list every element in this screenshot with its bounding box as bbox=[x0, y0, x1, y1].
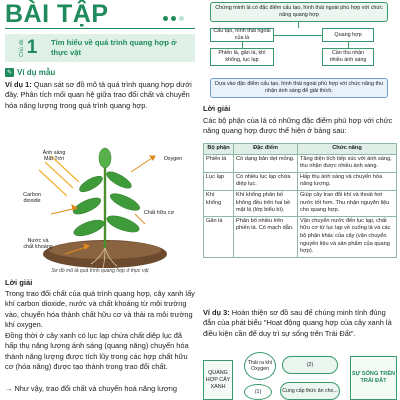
diagram-top-box: Chứng minh lá có đặc điểm cấu tạo, hình thái ngoài phù hợp với chức năng quang hợp bbox=[210, 2, 388, 22]
table-header-cell: Bộ phận bbox=[204, 144, 234, 155]
answer1-paragraph-3: → Như vậy, trao đổi chất và chuyển hoá năng lượng bbox=[5, 384, 177, 393]
example3-label: Ví dụ 3: bbox=[203, 308, 230, 317]
title-divider bbox=[5, 28, 195, 29]
figure-caption: Sơ đồ mô tả quá trình quang hợp ở thực vật bbox=[51, 268, 149, 274]
table-row bbox=[204, 216, 397, 257]
table-cell: Khí khổng phân bố không đều trên hai bề mặt lá (lớp biểu bì). bbox=[234, 190, 298, 216]
diagram-left-head: Cấu tạo, hình thái ngoài của lá bbox=[210, 28, 274, 42]
pen-icon: ✎ bbox=[6, 70, 13, 76]
leaves bbox=[71, 148, 142, 239]
cycle-photosynthesis-box: QUANG HỢP CÂY XANH bbox=[203, 360, 233, 400]
label-oxygen: Oxygen bbox=[163, 156, 183, 162]
example-heading bbox=[5, 68, 55, 77]
table-cell: Tăng diện tích tiếp xúc với ánh sáng, thu nhận được nhiều ánh sáng. bbox=[298, 154, 397, 172]
diagram-link-line bbox=[274, 35, 322, 36]
table-header-cell: Chức năng bbox=[298, 144, 397, 155]
diagram-right-head: Quang hợp bbox=[322, 28, 374, 42]
answer1-paragraph-2: Đồng thời ở cây xanh có lục lạp chứa chất diệp lục đã hấp thụ năng lượng ánh sáng (quang năng) chuyển hóa thành năng lượng được tích lũy trong các hợp chất hữu cơ (hóa năng) được tạo thành trong trao đổi chất. bbox=[5, 331, 189, 372]
page-title: BÀI TẬP bbox=[5, 0, 109, 28]
cycle-life-box: SỰ SỐNG TRÊN TRÁI ĐẤT bbox=[350, 356, 397, 400]
topic-banner bbox=[5, 34, 195, 62]
example1-text: Quan sát sơ đồ mô tả quá trình quang hợp dưới đây. Phân tích mối quan hệ giữa trao đổi chất và chuyển hóa năng lượng trong quá trình quang hợp. bbox=[5, 80, 192, 110]
diagram-left-item: Phiến lá, gân lá, khí khổng, lục lạp bbox=[210, 48, 274, 66]
table-cell: Giúp cây trao đổi khí và thoát hơi nước tốt hơn. Thu nhận nguyên liệu cho quang hợp. bbox=[298, 190, 397, 216]
topic-word: Chủ đề bbox=[18, 39, 25, 57]
diagram-right-item: Cần thu nhận nhiều ánh sáng bbox=[322, 48, 374, 66]
title-dots bbox=[163, 16, 184, 21]
example3-paragraph bbox=[203, 308, 397, 339]
table-header-cell: Đặc điểm bbox=[234, 144, 298, 155]
label-carbon-dioxide: Carbon dioxide bbox=[23, 192, 41, 205]
table-header-row bbox=[204, 144, 397, 155]
table-cell: Phân bố nhiều trên phiến lá. Có mạch dẫn. bbox=[234, 216, 298, 257]
topic-number: 1 bbox=[26, 37, 38, 58]
answer1-heading: Lời giải bbox=[5, 278, 33, 287]
leaf-parts-table bbox=[203, 143, 397, 258]
topic-title: Tìm hiểu về quá trình quang hợp ở thực vật bbox=[51, 38, 177, 57]
answer1-paragraph-1: Trong trao đổi chất của quá trình quang hợp, cây xanh lấy khí carbon dioxide, nước và chất khoáng từ môi trường vào, chuyển hóa thành chất hữu cơ và thải ra môi trường khí oxygen. bbox=[5, 289, 195, 330]
table-cell: Khí khổng bbox=[204, 190, 234, 216]
table-cell: Có dạng bản dẹt mỏng. bbox=[234, 154, 298, 172]
example3-text: Hoàn thiện sơ đồ sau để chúng minh tính đúng đắn của phát biểu "Hoạt động quang hợp của cây xanh là điều kiện cần để duy trì sự sống trên Trái Đất". bbox=[203, 308, 392, 338]
diagram-bottom-box: Dựa vào đặc điểm cấu tạo, hình thái ngoài phù hợp với chức năng thu nhận ánh sáng để giải thích. bbox=[210, 78, 388, 98]
diagram-connector bbox=[298, 22, 299, 28]
table-cell: Hấp thụ ánh sáng và chuyển hóa năng lượng. bbox=[298, 172, 397, 190]
example-heading-text: Ví dụ mẫu bbox=[17, 68, 56, 77]
table-cell: Lục lạp bbox=[204, 172, 234, 190]
topic-number-block bbox=[5, 34, 51, 62]
answer2-intro: Các bộ phận của lá có những đặc điểm phù hợp với chức năng quang hợp được thể hiện ở bảng sau: bbox=[203, 116, 393, 136]
label-organic-matter: Chất hữu cơ bbox=[143, 210, 175, 216]
label-water-minerals: Nước và chất khoáng bbox=[23, 238, 53, 251]
example1-label: Ví dụ 1: bbox=[5, 80, 32, 89]
table-row bbox=[204, 190, 397, 216]
table-cell: Phiến lá bbox=[204, 154, 234, 172]
table-cell: Vận chuyển nước đến lục lạp, chất hữu cơ từ lục lạp về cuống lá và các bộ phận khác của cây (vận chuyển nguyên liệu và sản phẩm của quang hợp). bbox=[298, 216, 397, 257]
cycle-bubble-food: Cung cấp thức ăn cho... bbox=[280, 382, 340, 400]
table-cell: Gân lá bbox=[204, 216, 234, 257]
answer2-heading: Lời giải bbox=[203, 104, 231, 113]
cycle-bubble-2: (2) bbox=[282, 356, 338, 374]
table-row bbox=[204, 154, 397, 172]
cycle-bubble-oxygen: Thải ra khí Oxygen bbox=[244, 352, 276, 380]
table-row bbox=[204, 172, 397, 190]
cycle-bubble-1: (1) bbox=[244, 384, 272, 400]
table-cell: Có nhiều lục lạp chứa diệp lục. bbox=[234, 172, 298, 190]
label-sunlight: Ánh sáng Mặt Trời bbox=[42, 150, 66, 163]
example1-paragraph bbox=[5, 80, 195, 111]
